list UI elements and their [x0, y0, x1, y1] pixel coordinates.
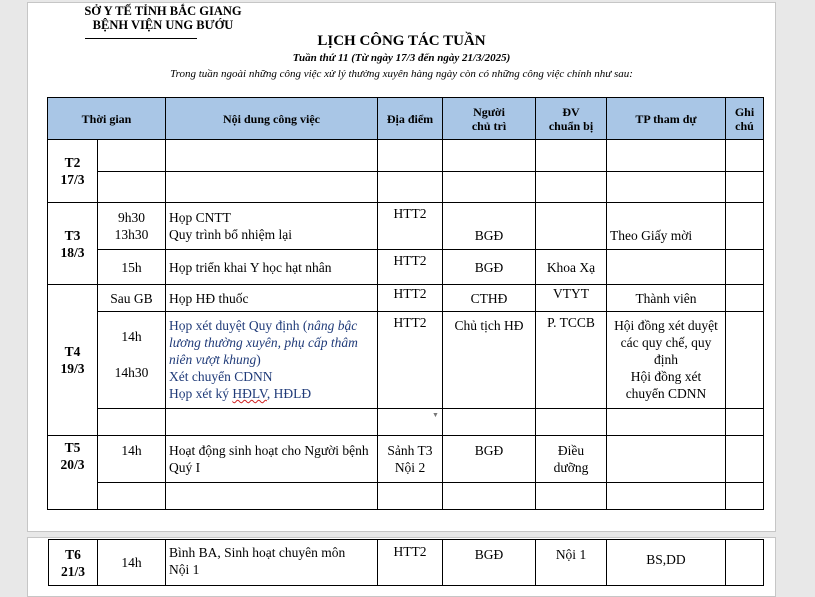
attend-cell: BS,DD	[607, 540, 726, 586]
table-row	[48, 483, 764, 510]
content-cell: Hoạt động sinh hoạt cho Người bệnh Quý I	[166, 436, 378, 483]
time-cell: Sau GB	[98, 285, 166, 312]
prep-cell: Nội 1	[536, 540, 607, 586]
table-row	[48, 285, 764, 312]
host-cell: CTHĐ	[443, 285, 536, 312]
place-cell: HTT2	[378, 312, 443, 409]
table-row	[49, 540, 764, 586]
col-header-host: Người chủ trì	[443, 98, 536, 140]
time-cell: 14h	[98, 436, 166, 483]
content-cell: Bình BA, Sinh hoạt chuyên môn Nội 1	[166, 540, 378, 586]
col-header-time: Thời gian	[48, 98, 166, 140]
day-cell-t3: T3 18/3	[48, 203, 98, 285]
intro-text: Trong tuần ngoài những công việc xử lý thường xuyên hàng ngày còn có những công việc chính như sau:	[170, 68, 633, 80]
time-cell: 14h 14h30	[98, 312, 166, 409]
table-row	[48, 203, 764, 250]
attend-cell: Theo Giấy mời	[607, 203, 726, 250]
schedule-table	[47, 97, 764, 510]
place-cell: HTT2	[378, 203, 443, 250]
table-row	[48, 172, 764, 203]
org-department: SỞ Y TẾ TỈNH BẮC GIANG	[84, 4, 242, 18]
attend-cell	[607, 436, 726, 483]
prep-cell: Khoa Xạ	[536, 250, 607, 285]
host-cell: BGĐ	[443, 203, 536, 250]
day-cell-t5: T5 20/3	[48, 436, 98, 510]
host-cell: BGĐ	[443, 250, 536, 285]
week-subtitle: Tuần thứ 11 (Từ ngày 17/3 đến ngày 21/3/2025)	[292, 52, 511, 64]
prep-cell	[536, 203, 607, 250]
time-cell: 9h30 13h30	[98, 203, 166, 250]
header-row	[48, 98, 764, 140]
document-title: LỊCH CÔNG TÁC TUẦN	[317, 33, 486, 49]
dropdown-marker-icon: ▼	[432, 411, 439, 419]
content-cell: Họp triển khai Y học hạt nhân	[166, 250, 378, 285]
prep-cell: Điều dưỡng	[536, 436, 607, 483]
col-header-place: Địa điểm	[378, 98, 443, 140]
host-cell: BGĐ	[443, 436, 536, 483]
day-cell-t6: T6 21/3	[49, 540, 98, 586]
organization-header	[68, 4, 258, 32]
place-cell: HTT2	[378, 540, 443, 586]
content-cell: Họp CNTT Quy trình bổ nhiệm lại	[166, 203, 378, 250]
attend-cell: Thành viên	[607, 285, 726, 312]
table-row	[48, 312, 764, 409]
day-cell-t4: T4 19/3	[48, 285, 98, 436]
place-cell: Sảnh T3 Nội 2	[378, 436, 443, 483]
place-cell: HTT2	[378, 285, 443, 312]
table-row	[48, 436, 764, 483]
prep-cell: P. TCCB	[536, 312, 607, 409]
attend-cell: Hội đồng xét duyệt các quy chế, quy định Hội đồng xét chuyển CDNN	[607, 312, 726, 409]
content-cell: Họp xét duyệt Quy định (nâng bậc lương thường xuyên, phụ cấp thâm niên vượt khung) Xét chuyển CDNN Họp xét ký HĐLV, HĐLĐ	[166, 312, 378, 409]
col-header-attend: TP tham dự	[607, 98, 726, 140]
table-row	[48, 250, 764, 285]
org-hospital: BỆNH VIỆN UNG BƯỚU	[92, 18, 234, 32]
table-row	[48, 140, 764, 172]
place-cell: HTT2	[378, 250, 443, 285]
host-cell: Chủ tịch HĐ	[443, 312, 536, 409]
time-cell: 14h	[98, 540, 166, 586]
prep-cell: VTYT	[536, 285, 607, 312]
attend-cell	[607, 250, 726, 285]
day-cell-t2: T2 17/3	[48, 140, 98, 203]
content-cell: Họp HĐ thuốc	[166, 285, 378, 312]
time-cell: 15h	[98, 250, 166, 285]
col-header-prep: ĐV chuẩn bị	[536, 98, 607, 140]
col-header-note: Ghi chú	[726, 98, 764, 140]
schedule-table-continued	[48, 539, 764, 586]
host-cell: BGĐ	[443, 540, 536, 586]
table-row	[48, 409, 764, 436]
col-header-content: Nội dung công việc	[166, 98, 378, 140]
